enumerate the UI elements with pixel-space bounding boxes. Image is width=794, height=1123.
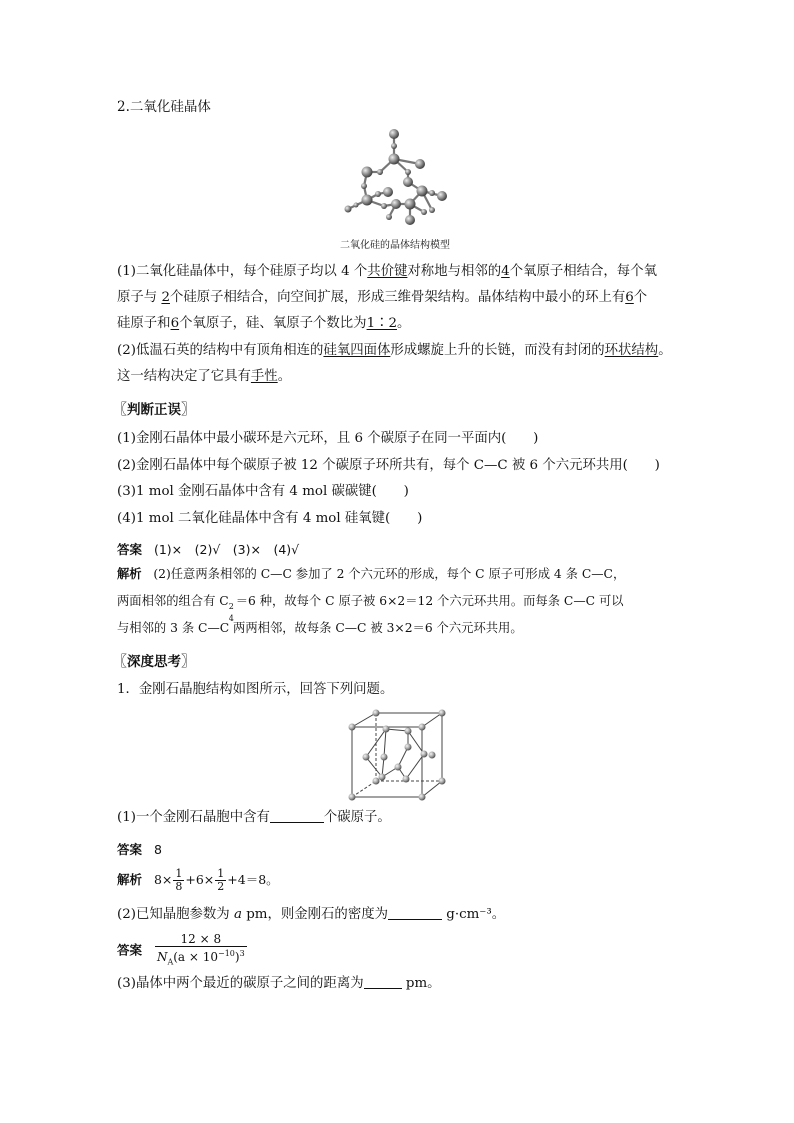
answer-blank-3[interactable]: [364, 974, 402, 989]
answer-2: 答案 $\frac{12 \times 8}{N_A(a \times 10^{-10})^3}$: [117, 932, 245, 967]
section-title: 2.二氧化硅晶体: [117, 99, 211, 115]
judge-answer: 答案 (1)× (2)√ (3)× (4)√: [117, 542, 300, 557]
judge-analysis-line2: 两面相邻的组合有 C 2 4 ＝6 种，故每个 C 原子被 6×2＝12 个六元环共用。而每条 C—C 可以: [117, 594, 624, 623]
answer-blank-1[interactable]: [270, 808, 324, 823]
analysis-1: 解析 8× $\frac{1}{8}$ +6× $\frac{1}{2}$ +4＝8。: [117, 867, 279, 893]
sub-question-3: (3)晶体中两个最近的碳原子之间的距离为 pm。: [117, 976, 441, 991]
para1-line1: (1)二氧化硅晶体中，每个硅原子均以 4 个共价键对称地与相邻的4个氧原子相结合，每个氧: [117, 264, 657, 279]
diamond-cell-figure: [346, 709, 450, 801]
judge-analysis-line3: 与相邻的 3 条 C—C 两两相邻，故每条 C—C 被 3×2＝6 个六元环共用。: [117, 621, 523, 635]
think-header: 〖深度思考〗: [113, 654, 195, 670]
judge-header: 〖判断正误〗: [113, 402, 195, 418]
figure1-caption: 二氧化硅的晶体结构模型: [340, 240, 450, 251]
judge-analysis-line1: 解析 (2)任意两条相邻的 C—C 参加了 2 个六元环的形成，每个 C 原子可形成 4 条 C—C，: [117, 567, 626, 581]
para2-line2: 这一结构决定了它具有手性。: [117, 369, 292, 384]
para2-line1: (2)低温石英的结构中有顶角相连的硅氧四面体形成螺旋上升的长链，而没有封闭的环状结构。: [117, 343, 672, 358]
judge-item: (1)金刚石晶体中最小碳环是六元环，且 6 个碳原子在同一平面内( ): [117, 431, 539, 446]
judge-item: (3)1 mol 金刚石晶体中含有 4 mol 碳碳键( ): [117, 484, 409, 499]
judge-item: (2)金刚石晶体中每个碳原子被 12 个碳原子环所共有，每个 C—C 被 6 个六元环共用( ): [117, 458, 660, 473]
sub-question-2: (2)已知晶胞参数为 a pm，则金刚石的密度为 g·cm⁻³。: [117, 907, 506, 922]
question-1-title: 1．金刚石晶胞结构如图所示，回答下列问题。: [117, 682, 394, 697]
judge-item: (4)1 mol 二氧化硅晶体中含有 4 mol 硅氧键( ): [117, 511, 423, 526]
sub-question-1: (1)一个金刚石晶胞中含有 个碳原子。: [117, 810, 391, 825]
para1-line2: 原子与 2个硅原子相结合，向空间扩展，形成三维骨架结构。晶体结构中最小的环上有6个: [117, 290, 648, 305]
answer-blank-2[interactable]: [388, 905, 442, 920]
para1-line3: 硅原子和6个氧原子，硅、氧原子个数比为1∶2。: [117, 316, 411, 331]
answer-1: 答案 8: [117, 842, 162, 857]
sio2-structure-figure: [334, 124, 464, 232]
